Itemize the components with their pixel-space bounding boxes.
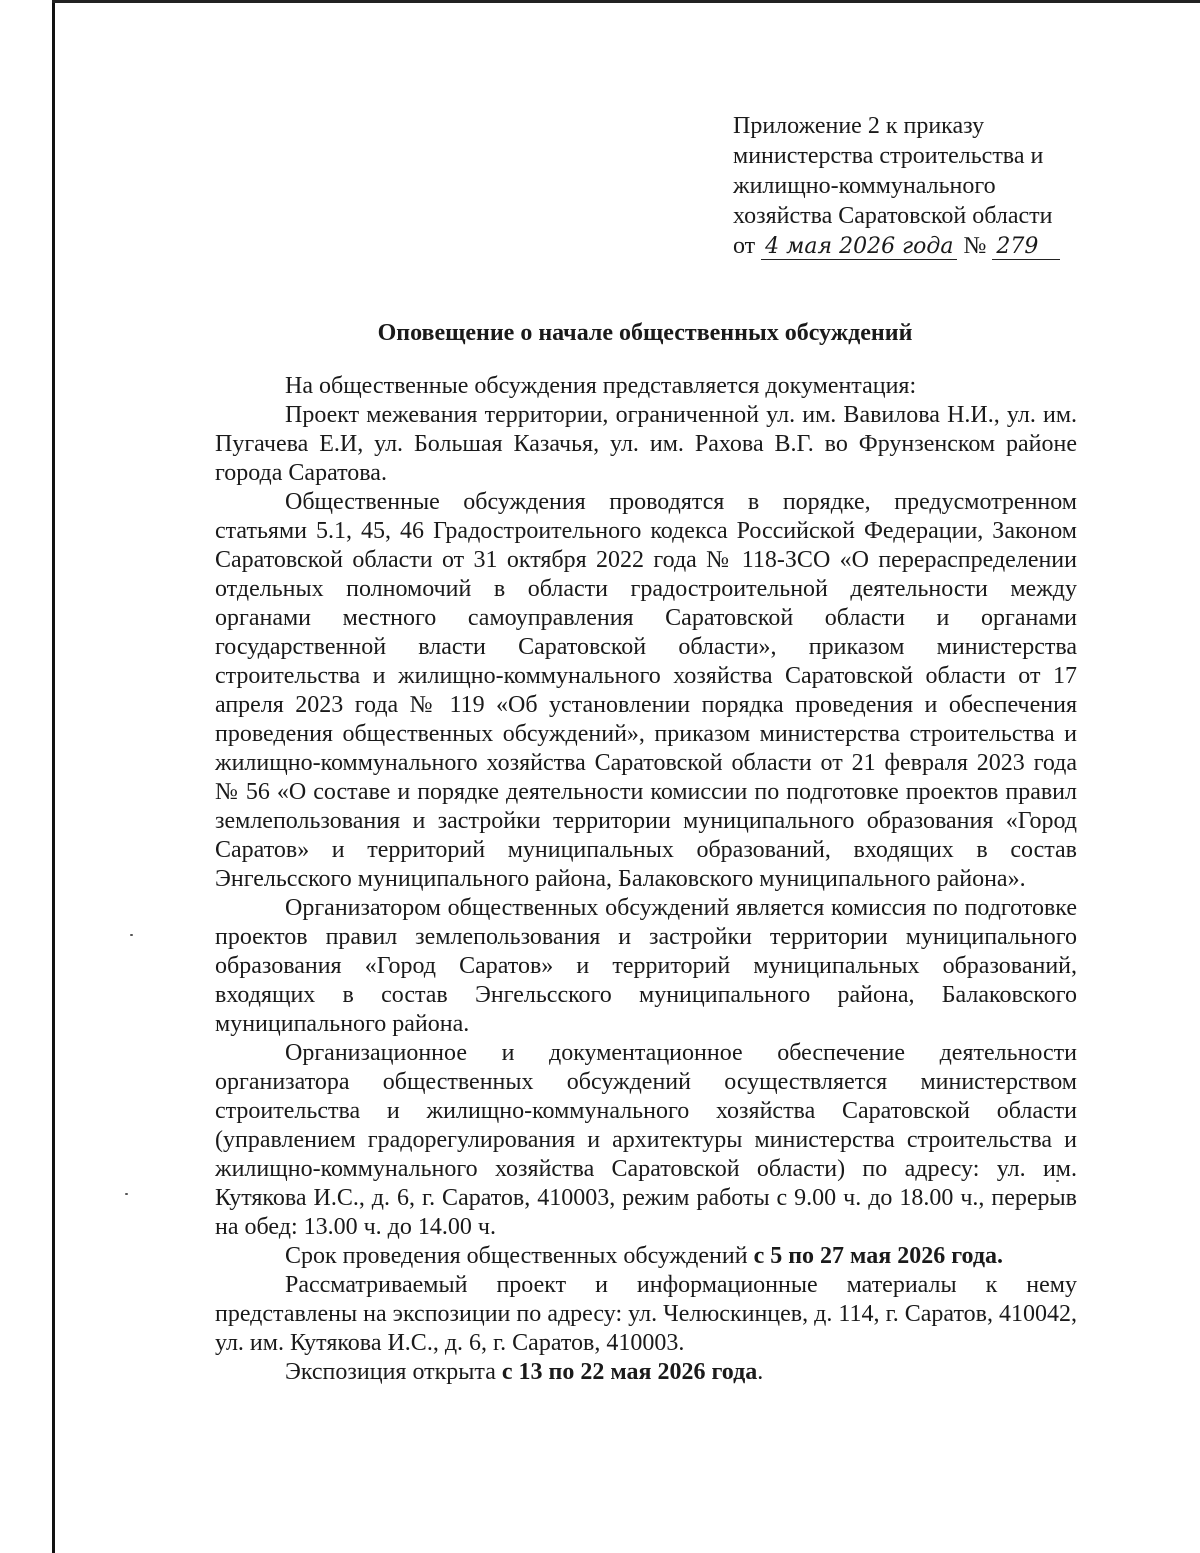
- scan-edge-left: [52, 0, 55, 1553]
- paragraph-support: Организационное и документационное обеспечение деятельности организатора общественных обсуждений осуществляется министерством строительства и жилищно-коммунального хозяйства Саратовской области (управлением градорегулирования и архитектуры министерства строительства и жилищно-коммунального хозяйства Саратовской области) по адресу: ул. им. Кутякова И.С., д. 6, г. Саратов, 410003, режим работы с 9.00 ч. до 18.00 ч., перерыв на обед: 13.00 ч. до 14.00 ч.: [215, 1040, 1077, 1240]
- paragraph-project: Проект межевания территории, ограниченной ул. им. Вавилова Н.И., ул. им. Пугачева Е.И, ул. Большая Казачья, ул. им. Рахова В.Г. во Фрунзенском районе города Саратова.: [215, 402, 1077, 486]
- appendix-line: министерства строительства и: [733, 143, 1044, 169]
- scan-speck: [125, 1193, 128, 1195]
- number-sign: №: [963, 233, 987, 259]
- paragraph-term: [215, 1242, 1077, 1271]
- appendix-header: [733, 111, 1173, 261]
- term-dates: с 5 по 27 мая 2026 года.: [753, 1243, 1003, 1269]
- handwritten-date: 4 мая 2026 года: [761, 235, 957, 260]
- document-title: Оповещение о начале общественных обсуждений: [377, 320, 913, 346]
- from-prefix: от: [733, 233, 756, 259]
- appendix-line: жилищно-коммунального: [733, 173, 996, 199]
- scan-speck: [130, 934, 133, 936]
- paragraph-exposition-dates: [215, 1358, 1077, 1387]
- exposition-dates: с 13 по 22 мая 2026 года: [501, 1359, 758, 1385]
- appendix-line: хозяйства Саратовской области: [733, 203, 1053, 229]
- document-body: [215, 372, 1077, 1387]
- handwritten-number: 279: [992, 235, 1060, 260]
- term-prefix: Срок проведения общественных обсуждений: [285, 1243, 754, 1269]
- paragraph-procedure: Общественные обсуждения проводятся в порядке, предусмотренном статьями 5.1, 45, 46 Градостроительного кодекса Российской Федерации, Законом Саратовской области от 31 октября 2022 года № 118-ЗСО «О перераспределении отдельных полномочий в области градостроительной деятельности между органами местного самоуправления Саратовской области и органами государственной власти Саратовской области», приказом министерства строительства и жилищно-коммунального хозяйства Саратовской области от 17 апреля 2023 года № 119 «Об установлении порядка проведения и обеспечения проведения общественных обсуждений», приказом министерства строительства и жилищно-коммунального хозяйства Саратовской области от 21 февраля 2023 года № 56 «О составе и порядке деятельности комиссии по подготовке проектов правил землепользования и застройки территории муниципального образования «Город Саратов» и территорий муниципальных образований, входящих в состав Энгельсского муниципального района, Балаковского муниципального района».: [215, 489, 1077, 892]
- paragraph-intro: На общественные обсуждения представляется документация:: [285, 373, 917, 399]
- paragraph-exposition-place: Рассматриваемый проект и информационные материалы к нему представлены на экспозиции по адресу: ул. Челюскинцев, д. 114, г. Саратов, 410042, ул. им. Кутякова И.С., д. 6, г. Саратов, 410003.: [215, 1272, 1077, 1356]
- paragraph-organizer: Организатором общественных обсуждений является комиссия по подготовке проектов правил землепользования и застройки территории муниципального образования «Город Саратов» и территорий муниципальных образований, входящих в состав Энгельсского муниципального района, Балаковского муниципального района.: [215, 895, 1077, 1037]
- appendix-order-line: [733, 231, 1173, 261]
- appendix-line: Приложение 2 к приказу: [733, 113, 985, 139]
- scan-edge-top: [52, 0, 1200, 3]
- exposition-prefix: Экспозиция открыта: [285, 1359, 502, 1385]
- exposition-suffix: .: [757, 1359, 764, 1385]
